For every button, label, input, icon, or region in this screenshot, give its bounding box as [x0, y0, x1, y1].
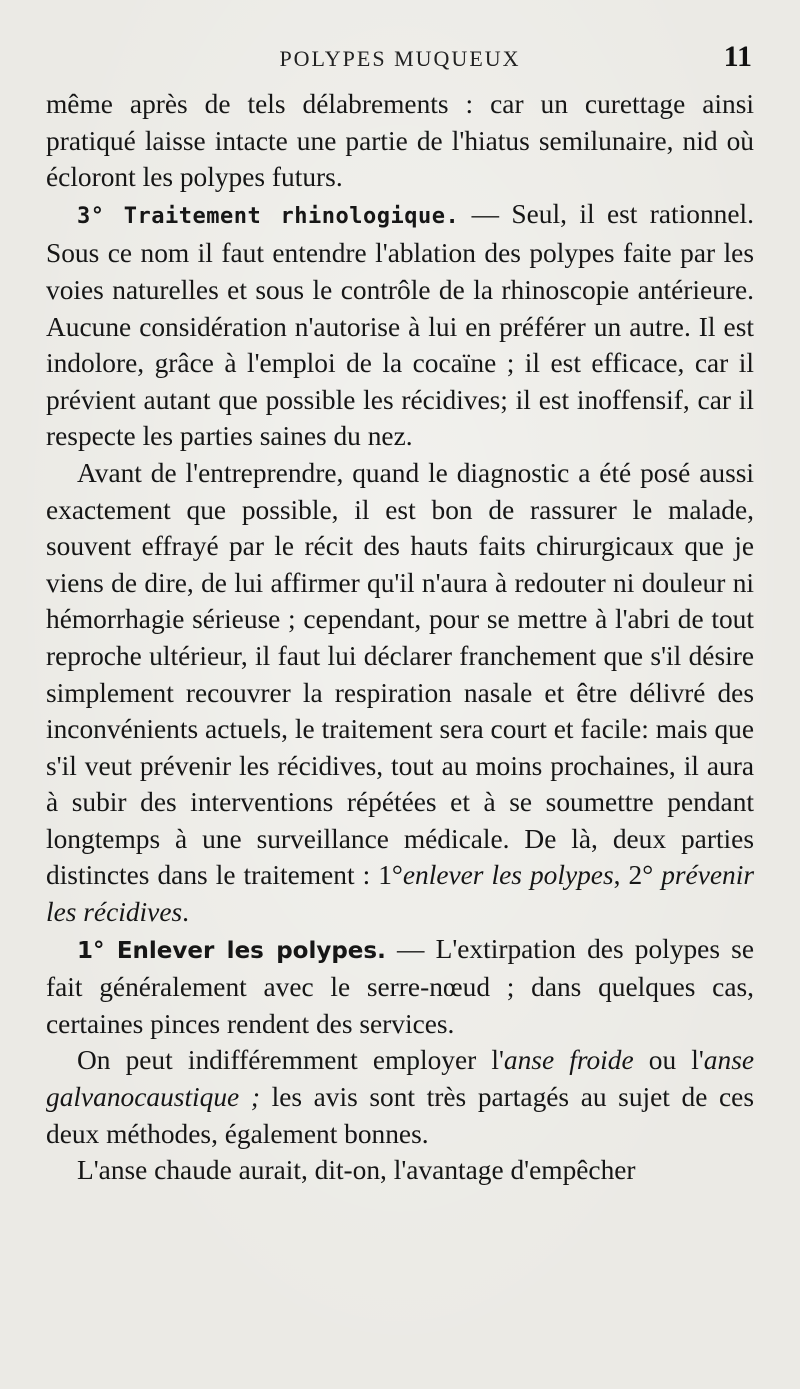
paragraph-text: L'anse chaude aurait, dit-on, l'avantage d'empêcher — [77, 1155, 636, 1186]
paragraph-hot-snare — [46, 1152, 754, 1189]
separator: , — [613, 860, 629, 891]
page-number: 11 — [723, 40, 752, 73]
body-text — [46, 86, 754, 1189]
italic-phrase: anse galvanocaustique ; — [46, 1045, 755, 1113]
italic-phrase: enlever les polypes — [402, 860, 614, 891]
paragraph-end: . — [182, 897, 189, 928]
paragraph-remove-polyps — [46, 931, 754, 1043]
paragraph-rhinological-treatment — [46, 196, 754, 455]
paragraph-before-treatment — [46, 455, 754, 931]
running-title: POLYPES MUQUEUX — [279, 46, 521, 71]
paragraph-text: On peut indifféremment employer l' — [77, 1045, 504, 1076]
paragraph-text: — Seul, il est rationnel. Sous ce nom il faut entendre l'ablation des polypes faite par les voies naturelles et sous le contrôle de la rhinoscopie antérieure. Aucune considération n'autorise à lui en préférer un autre. Il est indolore, grâce à l'emploi de la cocaïne ; il est efficace, car il prévient autant que possible les récidives; il est inoffensif, car il respecte les parties saines du nez. — [46, 198, 754, 452]
paragraph-snare-methods — [46, 1042, 754, 1152]
enumeration-number: 2° — [628, 860, 654, 891]
section-heading: 3° Traitement rhinologique. — [77, 203, 460, 229]
paragraph-text: Avant de l'entreprendre, quand le diagnostic a été posé aussi exactement que possible, il est bon de rassurer le malade, souvent effrayé par le récit des hauts faits chirurgicaux que je viens de dire, de lui affirmer qu'il n'aura à redouter ni douleur ni hémorrhagie sérieuse ; cependant, pour se mettre à l'abri de tout reproche ultérieur, il faut lui déclarer franchement que s'il désire simplement recouvrer la respiration nasale et être délivré des inconvénients actuels, le traitement sera court et facile: mais que s'il veut prévenir les récidives, tout au moins prochaines, il aura à subir des interventions répétées et à se soumettre pendant longtemps à une surveillance médicale. De là, deux parties distinctes dans le traitement : — [46, 457, 754, 891]
paragraph-text: ou l' — [633, 1045, 704, 1076]
paragraph-text: — L'extirpation des polypes se fait généralement avec le serre-nœud ; dans quelques cas, certaines pinces rendent des services. — [46, 933, 754, 1039]
running-head — [46, 0, 754, 86]
subsection-heading: 1° Enlever les polypes. — [77, 937, 386, 964]
paragraph-continuation — [46, 86, 754, 196]
paragraph-text: même après de tels délabrements : car un curettage ainsi pratiqué laisse intacte une partie de l'hiatus semilunaire, nid où écloront les polypes futurs. — [46, 89, 754, 193]
italic-phrase: anse froide — [503, 1045, 634, 1076]
paragraph-text: les avis sont très partagés au sujet de ces deux méthodes, également bonnes. — [46, 1082, 754, 1149]
italic-phrase: prévenir les récidives — [46, 860, 754, 928]
enumeration-number: 1° — [378, 860, 403, 891]
